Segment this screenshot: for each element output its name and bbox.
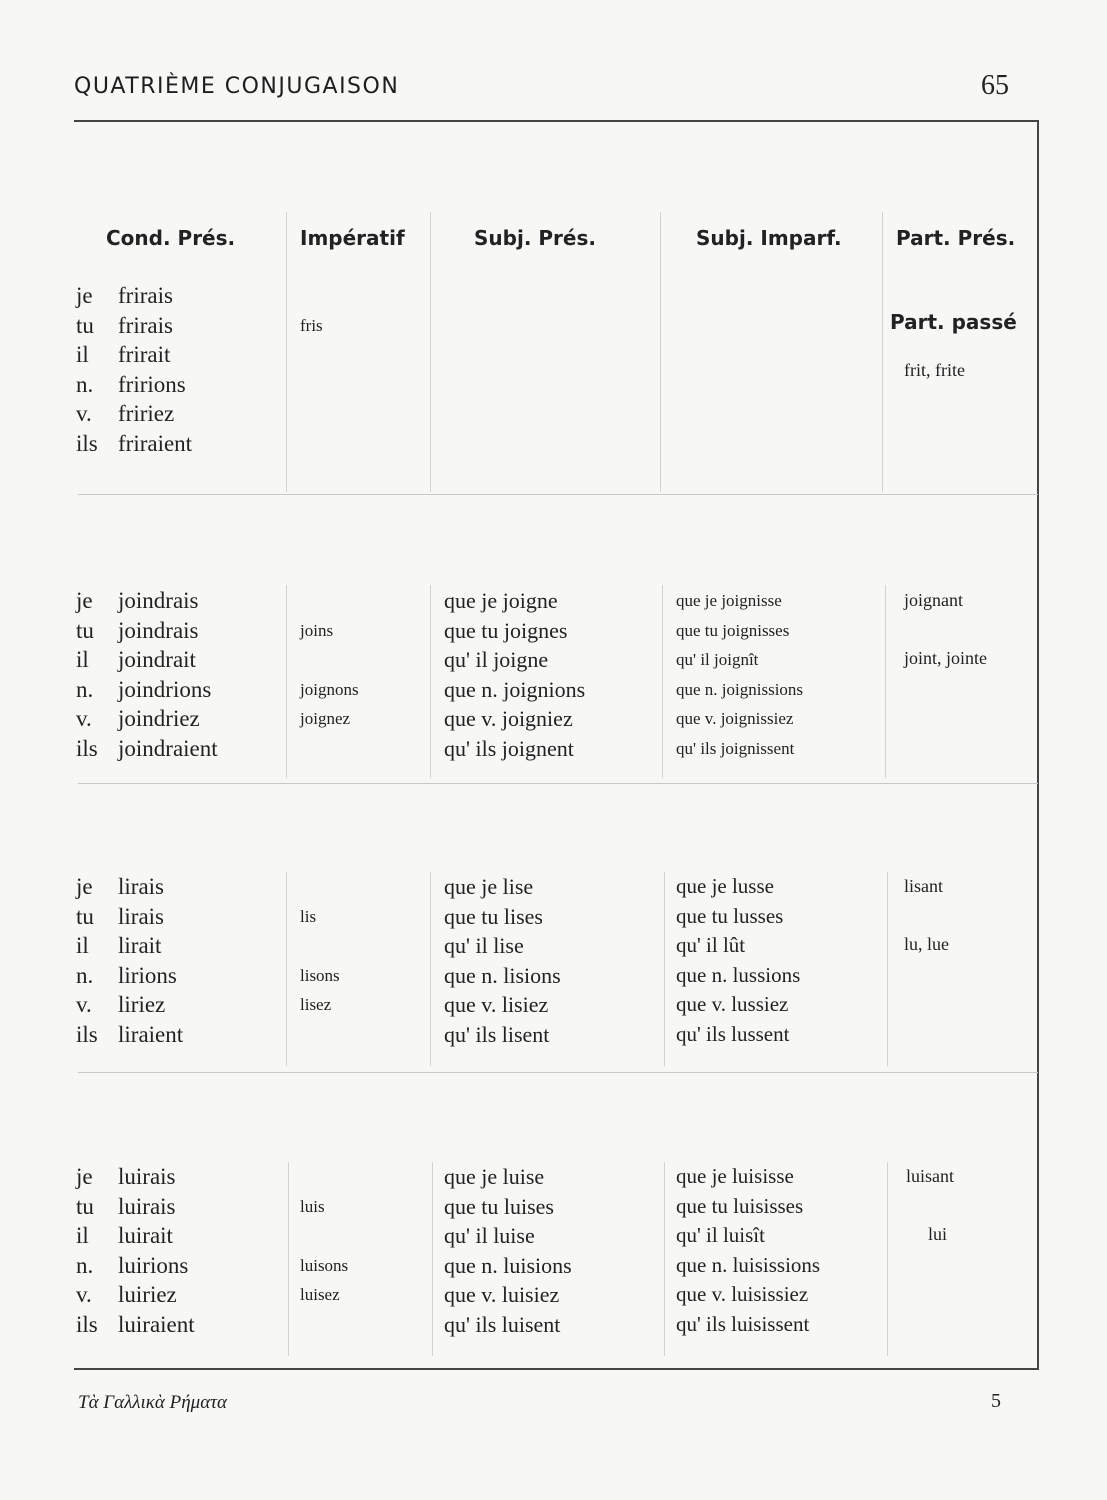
form-cell: qu' il joignît	[676, 650, 759, 669]
bottom-rule	[74, 1368, 1039, 1370]
cond-row	[76, 1020, 183, 1050]
verb-form: liraient	[118, 1021, 184, 1047]
subj-pres-column	[444, 1162, 572, 1339]
verb-form: fririez	[118, 401, 175, 426]
form-cell	[300, 1221, 348, 1251]
pronoun: n.	[76, 1252, 94, 1278]
cond-row	[76, 734, 218, 764]
pronoun: v.	[76, 1282, 92, 1307]
column-rule	[286, 585, 287, 778]
verb-form: joindriez	[118, 706, 200, 731]
pronoun: ils	[76, 1311, 98, 1337]
form-cell: qu' il lise	[444, 933, 524, 958]
column-rule	[432, 1162, 433, 1356]
verb-form: luirions	[118, 1252, 189, 1278]
form-cell	[300, 931, 340, 961]
pronoun: je	[76, 874, 93, 899]
column-rule	[288, 1162, 289, 1356]
part-passe-value: lu, lue	[904, 934, 949, 954]
cond-row	[76, 399, 192, 429]
verb-form: luirait	[118, 1223, 173, 1248]
cond-pres-column	[76, 872, 183, 1049]
form-cell	[300, 370, 323, 400]
form-cell: que n. joignions	[444, 676, 586, 702]
imperatif-column	[300, 1162, 348, 1339]
header-part-pres: Part. Prés.	[896, 226, 1016, 250]
cond-row	[76, 1310, 195, 1340]
column-rule	[430, 585, 431, 778]
form-cell: lis	[300, 906, 317, 926]
form-cell: qu' ils lussent	[676, 1021, 790, 1046]
subj-pres-column	[444, 586, 585, 763]
form-cell	[300, 872, 340, 902]
block-separator	[78, 1072, 1038, 1073]
cond-row	[76, 704, 218, 734]
form-cell: qu' ils lisent	[444, 1021, 550, 1047]
pronoun: il	[76, 1223, 89, 1248]
cond-row	[76, 340, 192, 370]
part-passe-value: lui	[928, 1224, 948, 1244]
form-cell: que n. joignissions	[676, 679, 804, 699]
verb-form: joindrait	[118, 647, 196, 672]
verb-form: joindrais	[118, 588, 199, 613]
pronoun: tu	[76, 312, 94, 338]
pronoun: v.	[76, 992, 92, 1017]
subj-imparf-column	[676, 1162, 820, 1339]
cond-row	[76, 281, 192, 311]
form-cell: luisons	[300, 1255, 349, 1275]
cond-row	[76, 1251, 195, 1281]
part-pres-value: lisant	[904, 876, 943, 896]
column-rule	[882, 212, 883, 492]
column-rule	[887, 1162, 888, 1356]
form-cell: que v. luisiez	[444, 1282, 560, 1307]
form-cell: que n. luisions	[444, 1252, 572, 1278]
form-cell: que tu lusses	[676, 903, 784, 928]
column-rule	[286, 872, 287, 1066]
cond-row	[76, 1192, 195, 1222]
form-cell: que je luisisse	[676, 1164, 794, 1188]
header-subj-imparf: Subj. Imparf.	[696, 226, 842, 250]
verb-form: lirais	[118, 903, 164, 929]
verb-form: frirais	[118, 283, 173, 308]
footer-book-title: Τὰ Γαλλικὰ Ρήματα	[78, 1392, 227, 1413]
form-cell	[300, 1020, 340, 1050]
verb-form: luiriez	[118, 1282, 177, 1307]
form-cell: lisez	[300, 995, 332, 1014]
form-cell: joignez	[300, 709, 351, 728]
verb-form: lirions	[118, 962, 177, 988]
verb-form: joindrais	[118, 617, 199, 643]
form-cell	[300, 734, 359, 764]
form-cell: joins	[300, 620, 334, 640]
form-cell	[300, 340, 323, 370]
verb-form: luirais	[118, 1164, 176, 1189]
form-cell: que je joigne	[444, 588, 558, 613]
block-separator	[78, 494, 1038, 495]
form-cell: que tu luises	[444, 1193, 554, 1219]
pronoun: n.	[76, 962, 94, 988]
pronoun: je	[76, 588, 93, 613]
cond-row	[76, 961, 183, 991]
imperatif-column	[300, 872, 340, 1049]
verb-form: frirais	[118, 312, 173, 338]
form-cell: qu' ils luisent	[444, 1311, 561, 1337]
part-pres-value: luisant	[906, 1166, 954, 1186]
column-rule	[664, 872, 665, 1066]
form-cell: que n. lussions	[676, 962, 801, 987]
pronoun: il	[76, 933, 89, 958]
cond-row	[76, 1162, 195, 1192]
form-cell	[300, 1310, 348, 1340]
verb-form: frirait	[118, 342, 171, 367]
form-cell	[300, 586, 359, 616]
pronoun: tu	[76, 617, 94, 643]
cond-row	[76, 1221, 195, 1251]
form-cell: que n. luisissions	[676, 1252, 821, 1277]
form-cell: que n. lisions	[444, 962, 561, 988]
header-part-passe: Part. passé	[890, 310, 1017, 334]
cond-row	[76, 990, 183, 1020]
form-cell: qu' ils joignent	[444, 735, 574, 761]
cond-row	[76, 1280, 195, 1310]
pronoun: ils	[76, 1021, 98, 1047]
form-cell: que tu lises	[444, 903, 543, 929]
column-rule	[885, 585, 886, 778]
verb-form: luiraient	[118, 1311, 195, 1337]
form-cell: qu' ils luisissent	[676, 1311, 810, 1336]
subj-pres-column	[444, 872, 561, 1049]
cond-row	[76, 872, 183, 902]
form-cell: qu' il luise	[444, 1223, 535, 1248]
part-passe-value: frit, frite	[904, 360, 965, 380]
column-rule	[660, 212, 661, 492]
running-head: QUATRIÈME CONJUGAISON	[74, 74, 400, 99]
pronoun: ils	[76, 735, 98, 761]
form-cell: que tu joignisses	[676, 620, 790, 640]
cond-row	[76, 370, 192, 400]
cond-row	[76, 675, 218, 705]
pronoun: v.	[76, 401, 92, 426]
column-rule	[664, 1162, 665, 1356]
form-cell: que tu luisisses	[676, 1193, 804, 1218]
verb-form: lirais	[118, 874, 164, 899]
header-subj-pres: Subj. Prés.	[474, 226, 596, 250]
pronoun: je	[76, 283, 93, 308]
form-cell: lisons	[300, 965, 340, 985]
form-cell: qu' il joigne	[444, 647, 549, 672]
form-cell: luisez	[300, 1285, 340, 1304]
pronoun: v.	[76, 706, 92, 731]
cond-pres-column	[76, 281, 192, 458]
column-rule	[662, 585, 663, 778]
form-cell: luis	[300, 1196, 325, 1216]
form-cell	[300, 281, 323, 311]
form-cell	[300, 1162, 348, 1192]
top-rule	[74, 120, 1038, 122]
cond-pres-column	[76, 586, 218, 763]
form-cell: que v. lisiez	[444, 992, 549, 1017]
cond-row	[76, 311, 192, 341]
pronoun: tu	[76, 1193, 94, 1219]
header-imperatif: Impératif	[300, 226, 405, 250]
form-cell: que v. lussiez	[676, 992, 789, 1016]
form-cell	[300, 645, 359, 675]
pronoun: il	[76, 342, 89, 367]
cond-pres-column	[76, 1162, 195, 1339]
form-cell: que v. luisissiez	[676, 1282, 809, 1306]
form-cell: qu' ils joignissent	[676, 738, 795, 758]
verb-form: joindraient	[118, 735, 218, 761]
verb-form: joindrions	[118, 676, 212, 702]
header-cond-pres: Cond. Prés.	[106, 226, 236, 250]
form-cell: qu' il luisît	[676, 1223, 765, 1247]
form-cell	[300, 399, 323, 429]
verb-form: liriez	[118, 992, 166, 1017]
imperatif-column	[300, 586, 359, 763]
form-cell: que je joignisse	[676, 591, 782, 610]
part-passe-value: joint, jointe	[904, 648, 987, 668]
cond-row	[76, 645, 218, 675]
cond-row	[76, 429, 192, 459]
form-cell: fris	[300, 315, 323, 335]
form-cell: que tu joignes	[444, 617, 568, 643]
form-cell: que je lusse	[676, 874, 774, 898]
block-separator	[78, 783, 1038, 784]
pronoun: tu	[76, 903, 94, 929]
form-cell: que je luise	[444, 1164, 545, 1189]
verb-form: friraient	[118, 430, 193, 456]
pronoun: ils	[76, 430, 98, 456]
form-cell	[300, 429, 323, 459]
imperatif-column	[300, 281, 323, 458]
cond-row	[76, 586, 218, 616]
verb-form: lirait	[118, 933, 162, 958]
pronoun: n.	[76, 371, 94, 397]
cond-row	[76, 931, 183, 961]
page-number: 65	[981, 70, 1009, 101]
verb-form: fririons	[118, 371, 186, 397]
form-cell: joignons	[300, 679, 359, 699]
cond-row	[76, 616, 218, 646]
cond-row	[76, 902, 183, 932]
pronoun: il	[76, 647, 89, 672]
part-pres-value: joignant	[904, 590, 963, 610]
form-cell: que je lise	[444, 874, 534, 899]
form-cell: qu' il lût	[676, 933, 746, 957]
frame-right-rule	[1037, 120, 1039, 1368]
column-rule	[286, 212, 287, 492]
verb-form: luirais	[118, 1193, 176, 1219]
column-rule	[430, 872, 431, 1066]
subj-imparf-column	[676, 872, 800, 1049]
pronoun: je	[76, 1164, 93, 1189]
footer-signature: 5	[991, 1390, 1001, 1412]
pronoun: n.	[76, 676, 94, 702]
subj-imparf-column	[676, 586, 803, 763]
form-cell: que v. joigniez	[444, 706, 573, 731]
form-cell: que v. joignissiez	[676, 709, 794, 728]
column-rule	[430, 212, 431, 492]
column-rule	[887, 872, 888, 1066]
